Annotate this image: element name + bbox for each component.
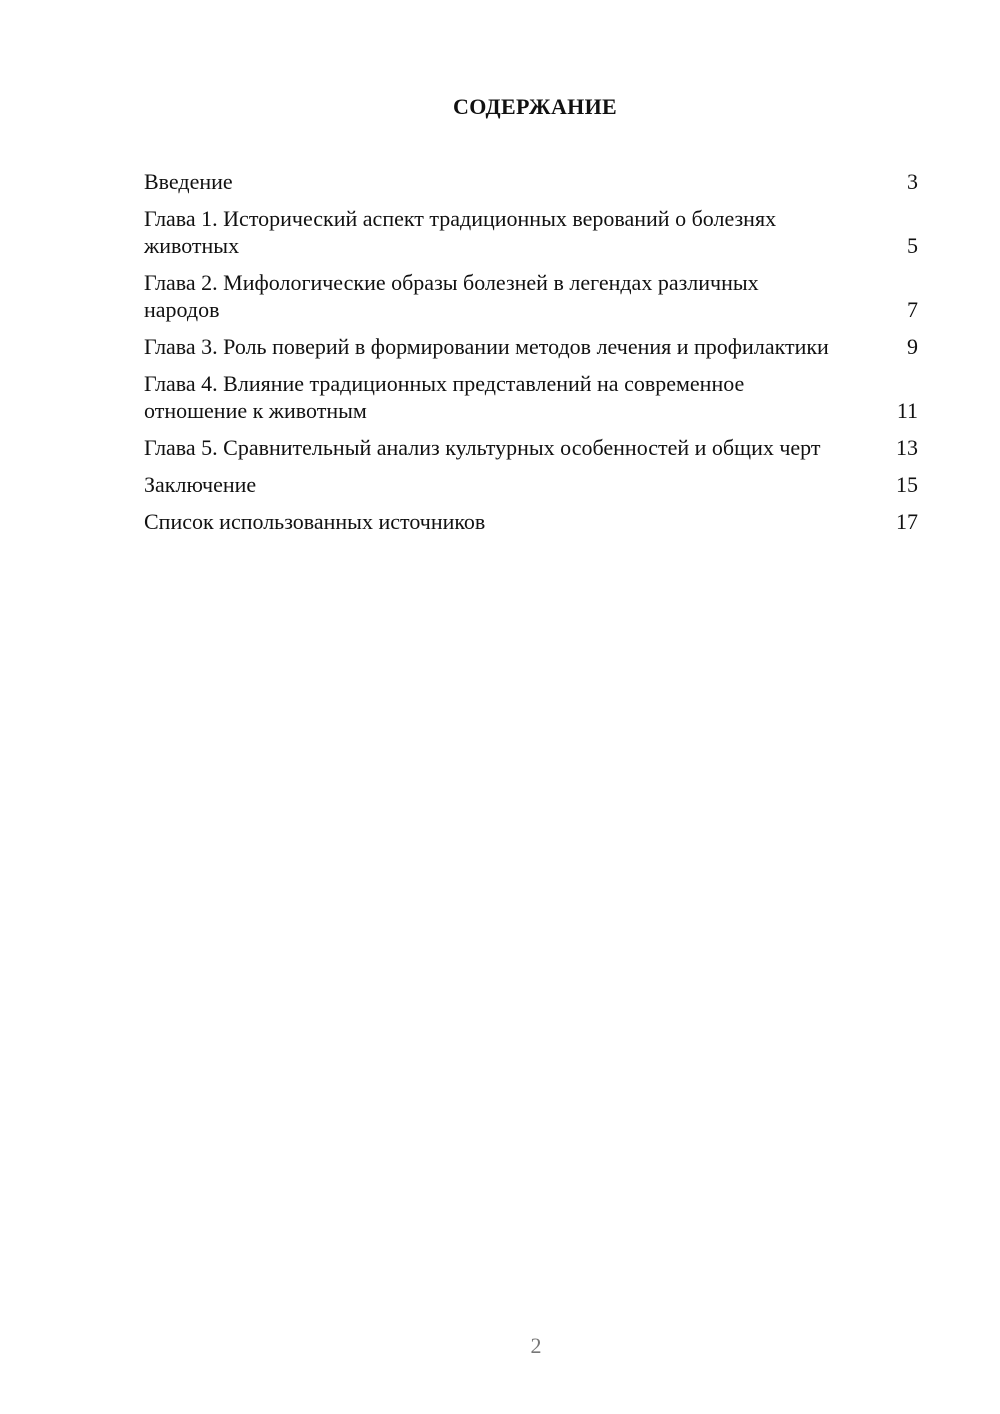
toc-entry-page: 7	[907, 297, 918, 322]
toc-entry-chapter-5[interactable]	[144, 434, 918, 461]
toc-heading: СОДЕРЖАНИЕ	[453, 94, 617, 119]
toc-entry-introduction[interactable]	[144, 168, 918, 195]
toc-entry-chapter-1[interactable]	[144, 205, 918, 259]
toc-entry-page: 11	[896, 398, 918, 423]
toc-entry-chapter-4[interactable]	[144, 370, 918, 424]
toc-entry-page: 15	[896, 472, 918, 497]
toc-entry-page: 13	[896, 435, 918, 460]
toc-entry-page: 9	[907, 334, 918, 359]
toc-entry-title: Глава 3. Роль поверий в формировании методов лечения и профилактики	[144, 334, 829, 359]
toc-entry-chapter-3[interactable]	[144, 333, 918, 360]
toc-entry-page: 3	[907, 169, 918, 194]
toc-entry-title: Глава 2. Мифологические образы болезней в легендах различных народов	[144, 270, 759, 322]
toc-entry-page: 17	[896, 509, 918, 534]
toc-entry-chapter-2[interactable]	[144, 269, 918, 323]
toc-entry-title: Введение	[144, 169, 233, 194]
toc-entry-title: Глава 5. Сравнительный анализ культурных особенностей и общих черт	[144, 435, 821, 460]
toc-entry-references[interactable]	[144, 508, 918, 535]
toc-entry-conclusion[interactable]	[144, 471, 918, 498]
toc-entry-title: Заключение	[144, 472, 257, 497]
toc-entry-title: Глава 4. Влияние традиционных представлений на современное отношение к животным	[144, 371, 745, 423]
toc-entry-title: Список использованных источников	[144, 509, 486, 534]
table-of-contents	[144, 168, 918, 545]
toc-entry-title: Глава 1. Исторический аспект традиционных верований о болезнях животных	[144, 206, 777, 258]
page-number: 2	[530, 1333, 542, 1358]
toc-entry-page: 5	[907, 233, 918, 258]
